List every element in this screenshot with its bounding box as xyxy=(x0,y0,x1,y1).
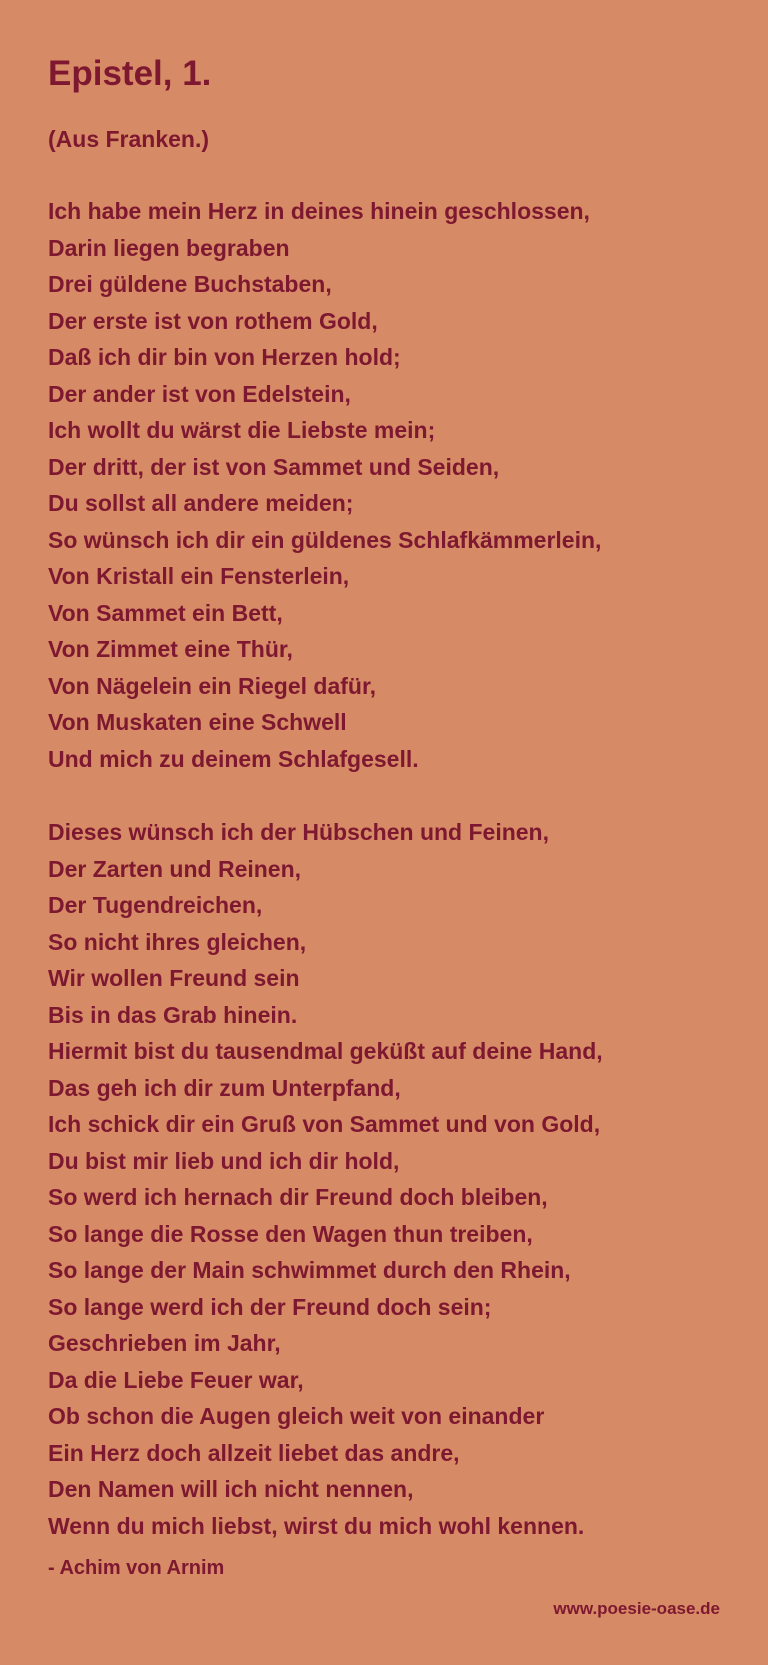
poem-line: Von Kristall ein Fensterlein, xyxy=(48,563,350,589)
poem-line: Dieses wünsch ich der Hübschen und Feinen, xyxy=(48,819,549,845)
poem-line: So lange werd ich der Freund doch sein; xyxy=(48,1293,492,1320)
poem-line: Das geh ich dir zum Unterpfand, xyxy=(48,1074,401,1101)
poem-line: Geschrieben im Jahr, xyxy=(48,1330,281,1356)
poem-line: So werd ich hernach dir Freund doch bleiben, xyxy=(48,1184,548,1210)
poem-subtitle: (Aus Franken.) xyxy=(48,126,210,152)
poem-line: So nicht ihres gleichen, xyxy=(48,928,307,955)
poem-line: Und mich zu deinem Schlafgesell. xyxy=(48,745,419,772)
poem-line: Ich schick dir ein Gruß von Sammet und von Gold, xyxy=(48,1111,601,1137)
poem-line: Du sollst all andere meiden; xyxy=(48,490,354,516)
poem-line: Ein Herz doch allzeit liebet das andre, xyxy=(48,1439,460,1466)
poem-line: So lange die Rosse den Wagen thun treiben, xyxy=(48,1220,533,1247)
poem-line: Darin liegen begraben xyxy=(48,234,290,261)
poem-line: Von Sammet ein Bett, xyxy=(48,599,283,626)
poem-line: So wünsch ich dir ein güldenes Schlafkämmerlein, xyxy=(48,526,602,553)
poem-author: - Achim von Arnim xyxy=(48,1557,225,1579)
poem-line: Ich habe mein Herz in deines hinein geschlossen, xyxy=(48,198,590,224)
website-credit: www.poesie-oase.de xyxy=(553,1599,720,1618)
poem-line: Von Muskaten eine Schwell xyxy=(48,709,347,735)
poem-line: Den Namen will ich nicht nennen, xyxy=(48,1476,414,1502)
poem-line: Du bist mir lieb und ich dir hold, xyxy=(48,1147,400,1174)
stanza-1 xyxy=(48,193,601,777)
poem-line: Hiermit bist du tausendmal geküßt auf deine Hand, xyxy=(48,1038,603,1064)
poem-line: Wenn du mich liebst, wirst du mich wohl kennen. xyxy=(48,1512,585,1539)
poem-line: Von Zimmet eine Thür, xyxy=(48,636,293,662)
poem-line: Von Nägelein ein Riegel dafür, xyxy=(48,672,377,699)
poem-line: Der erste ist von rothem Gold, xyxy=(48,307,378,334)
poem-title: Epistel, 1. xyxy=(48,54,212,93)
poem-line: Daß ich dir bin von Herzen hold; xyxy=(48,344,401,370)
poem-line: Ob schon die Augen gleich weit von einander xyxy=(48,1403,545,1429)
poem-line: Der ander ist von Edelstein, xyxy=(48,380,351,407)
poem-line: Ich wollt du wärst die Liebste mein; xyxy=(48,417,436,443)
poem-line: Der Tugendreichen, xyxy=(48,892,263,918)
poem-line: Da die Liebe Feuer war, xyxy=(48,1366,304,1393)
poem-line: So lange der Main schwimmet durch den Rhein, xyxy=(48,1257,571,1283)
stanza-2 xyxy=(48,814,603,1544)
poem-line: Wir wollen Freund sein xyxy=(48,965,300,991)
poem-line: Der Zarten und Reinen, xyxy=(48,855,302,882)
poem-line: Bis in das Grab hinein. xyxy=(48,1001,298,1028)
poem-line: Drei güldene Buchstaben, xyxy=(48,271,332,297)
poem-line: Der dritt, der ist von Sammet und Seiden, xyxy=(48,453,500,480)
